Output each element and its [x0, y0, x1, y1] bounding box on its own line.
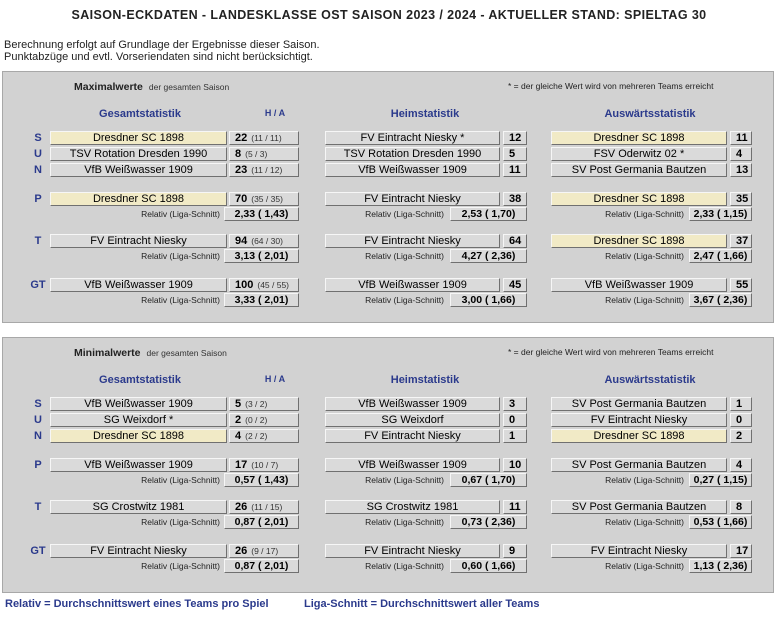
relativ-value: 3,00 ( 1,66) [450, 293, 527, 307]
min-row-letter: GT [30, 545, 46, 557]
home-away-split: (0 / 2) [245, 415, 268, 425]
max-row-letter: GT [30, 279, 46, 291]
stat-value-cell [730, 413, 752, 427]
team-name-cell: FSV Oderwitz 02 * [551, 147, 727, 161]
stat-value-cell [503, 500, 527, 514]
team-name-cell: Dresdner SC 1898 [551, 131, 727, 145]
team-name-cell: SV Post Germania Bautzen [551, 458, 727, 472]
stat-value-cell [503, 147, 527, 161]
relativ-value: 2,33 ( 1,43) [224, 207, 299, 221]
stat-value-cell [229, 278, 299, 292]
stat-value: 11 [509, 164, 521, 176]
stat-value-cell [503, 163, 527, 177]
stat-value: 26 [235, 501, 248, 513]
stat-value: 5 [509, 148, 516, 160]
stat-value: 1 [509, 430, 516, 442]
stat-value: 17 [736, 545, 749, 557]
stat-value-cell [730, 278, 752, 292]
team-name-cell: SG Weixdorf * [50, 413, 227, 427]
relativ-value: 4,27 ( 2,36) [450, 249, 527, 263]
section-subtitle: der gesamten Saison [146, 348, 227, 358]
min-header-ha: H / A [264, 374, 286, 384]
team-name-cell: FV Eintracht Niesky [325, 192, 500, 206]
stat-value-cell [503, 397, 527, 411]
section-subtitle: der gesamten Saison [148, 82, 230, 92]
home-away-split: (9 / 17) [251, 546, 279, 556]
stat-value: 35 [736, 193, 749, 205]
stat-value-cell [503, 192, 527, 206]
stat-value-cell [503, 458, 527, 472]
stat-value: 23 [235, 164, 248, 176]
stat-value-cell [730, 131, 752, 145]
team-name-cell: SG Crostwitz 1981 [325, 500, 500, 514]
stat-value: 45 [509, 279, 522, 291]
max-header-auswaerts: Auswärtsstatistik [604, 108, 696, 120]
stat-value: 26 [235, 545, 248, 557]
min-header-heim: Heimstatistik [390, 374, 460, 386]
stat-value: 100 [235, 279, 254, 291]
stat-value: 4 [235, 430, 242, 442]
team-name-cell: VfB Weißwasser 1909 [50, 458, 227, 472]
stat-value-cell [730, 147, 752, 161]
team-name-cell: Dresdner SC 1898 [50, 131, 227, 145]
team-name-cell: FV Eintracht Niesky [551, 544, 727, 558]
team-name-cell: SV Post Germania Bautzen [551, 163, 727, 177]
relativ-label: Relativ (Liga-Schnitt) [365, 251, 444, 261]
relativ-label: Relativ (Liga-Schnitt) [365, 475, 444, 485]
stat-value-cell [503, 234, 527, 248]
stat-value-cell [503, 429, 527, 443]
stat-value-cell [229, 192, 299, 206]
stat-value-cell [503, 131, 527, 145]
home-away-split: (11 / 12) [251, 165, 283, 175]
relativ-label: Relativ (Liga-Schnitt) [141, 251, 220, 261]
stat-value-cell [503, 544, 527, 558]
team-name-cell: SG Crostwitz 1981 [50, 500, 227, 514]
stat-value-cell [730, 544, 752, 558]
stat-value: 11 [736, 132, 748, 144]
relativ-label: Relativ (Liga-Schnitt) [605, 295, 684, 305]
relativ-value: 3,67 ( 2,36) [689, 293, 752, 307]
stat-value: 3 [509, 398, 516, 410]
team-name-cell: TSV Rotation Dresden 1990 [50, 147, 227, 161]
relativ-label: Relativ (Liga-Schnitt) [605, 517, 684, 527]
team-name-cell: SG Weixdorf [325, 413, 500, 427]
team-name-cell: FV Eintracht Niesky [551, 413, 727, 427]
relativ-value: 1,13 ( 2,36) [689, 559, 752, 573]
max-row-letter: P [34, 193, 42, 205]
min-row-letter: T [34, 501, 42, 513]
stat-value: 94 [235, 235, 248, 247]
max-header-heim: Heimstatistik [390, 108, 460, 120]
max-row-letter: U [34, 148, 42, 160]
team-name-cell: VfB Weißwasser 1909 [325, 458, 500, 472]
min-row-letter: N [34, 430, 42, 442]
stat-value: 55 [736, 279, 749, 291]
team-name-cell: FV Eintracht Niesky [325, 234, 500, 248]
relativ-value: 2,47 ( 1,66) [689, 249, 752, 263]
relativ-value: 0,57 ( 1,43) [224, 473, 299, 487]
stat-value: 12 [509, 132, 522, 144]
stat-value-cell [229, 234, 299, 248]
stat-value: 22 [235, 132, 248, 144]
stat-value-cell [229, 458, 299, 472]
stat-value: 0 [736, 414, 743, 426]
team-name-cell: SV Post Germania Bautzen [551, 397, 727, 411]
relativ-label: Relativ (Liga-Schnitt) [365, 295, 444, 305]
stat-value: 70 [235, 193, 248, 205]
team-name-cell: VfB Weißwasser 1909 [50, 278, 227, 292]
stat-value-cell [730, 500, 752, 514]
team-name-cell: TSV Rotation Dresden 1990 [325, 147, 500, 161]
stat-value: 2 [235, 414, 242, 426]
team-name-cell: FV Eintracht Niesky * [325, 131, 500, 145]
min-header-auswaerts: Auswärtsstatistik [604, 374, 696, 386]
stat-value: 9 [509, 545, 516, 557]
team-name-cell: Dresdner SC 1898 [50, 429, 227, 443]
relativ-value: 0,53 ( 1,66) [689, 515, 752, 529]
intro-line-2: Punktabzüge und evtl. Vorseriendaten sind nicht berücksichtigt. [4, 51, 313, 63]
stat-value: 11 [509, 501, 521, 513]
relativ-value: 0,73 ( 2,36) [450, 515, 527, 529]
relativ-value: 0,27 ( 1,15) [689, 473, 752, 487]
team-name-cell: Dresdner SC 1898 [551, 234, 727, 248]
stat-value-cell [730, 234, 752, 248]
team-name-cell: FV Eintracht Niesky [50, 544, 227, 558]
stat-value-cell [730, 192, 752, 206]
team-name-cell: VfB Weißwasser 1909 [325, 278, 500, 292]
home-away-split: (45 / 55) [257, 280, 290, 290]
relativ-label: Relativ (Liga-Schnitt) [141, 295, 220, 305]
min-row-letter: U [34, 414, 42, 426]
relativ-label: Relativ (Liga-Schnitt) [141, 209, 220, 219]
stat-value-cell [730, 163, 752, 177]
max-row-letter: S [34, 132, 42, 144]
home-away-split: (2 / 2) [245, 431, 268, 441]
relativ-label: Relativ (Liga-Schnitt) [605, 251, 684, 261]
relativ-label: Relativ (Liga-Schnitt) [605, 209, 684, 219]
relativ-value: 3,33 ( 2,01) [224, 293, 299, 307]
max-header-gesamt: Gesamtstatistik [99, 108, 181, 120]
section-title-text: Maximalwerte [74, 81, 143, 93]
stat-value-cell [503, 413, 527, 427]
section-title-text: Minimalwerte [74, 347, 141, 359]
team-name-cell: VfB Weißwasser 1909 [325, 397, 500, 411]
relativ-value: 3,13 ( 2,01) [224, 249, 299, 263]
team-name-cell: FV Eintracht Niesky [325, 429, 500, 443]
relativ-label: Relativ (Liga-Schnitt) [605, 475, 684, 485]
stat-value-cell [730, 397, 752, 411]
relativ-value: 2,53 ( 1,70) [450, 207, 527, 221]
team-name-cell: Dresdner SC 1898 [551, 192, 727, 206]
home-away-split: (64 / 30) [251, 236, 283, 246]
team-name-cell: VfB Weißwasser 1909 [325, 163, 500, 177]
stat-value: 8 [736, 501, 743, 513]
relativ-label: Relativ (Liga-Schnitt) [141, 561, 220, 571]
stat-value-cell [229, 500, 299, 514]
team-name-cell: Dresdner SC 1898 [50, 192, 227, 206]
home-away-split: (11 / 11) [251, 133, 282, 143]
home-away-split: (11 / 15) [251, 502, 283, 512]
relativ-value: 0,60 ( 1,66) [450, 559, 527, 573]
team-name-cell: FV Eintracht Niesky [50, 234, 227, 248]
stat-value-cell [503, 278, 527, 292]
min-row-letter: S [34, 398, 42, 410]
team-name-cell: FV Eintracht Niesky [325, 544, 500, 558]
stat-value-cell [229, 544, 299, 558]
max-duplicate-note: * = der gleiche Wert wird von mehreren Teams erreicht [508, 81, 714, 91]
stat-value: 4 [736, 459, 743, 471]
relativ-label: Relativ (Liga-Schnitt) [365, 209, 444, 219]
max-header-ha: H / A [264, 108, 286, 118]
relativ-label: Relativ (Liga-Schnitt) [141, 475, 220, 485]
stat-value: 5 [235, 398, 242, 410]
max-row-letter: T [34, 235, 42, 247]
min-header-gesamt: Gesamtstatistik [99, 374, 181, 386]
stat-value: 37 [736, 235, 749, 247]
relativ-label: Relativ (Liga-Schnitt) [141, 517, 220, 527]
stat-value: 1 [736, 398, 743, 410]
stat-value: 2 [736, 430, 743, 442]
team-name-cell: VfB Weißwasser 1909 [50, 397, 227, 411]
stat-value: 38 [509, 193, 522, 205]
home-away-split: (35 / 35) [251, 194, 283, 204]
team-name-cell: SV Post Germania Bautzen [551, 500, 727, 514]
relativ-label: Relativ (Liga-Schnitt) [605, 561, 684, 571]
stat-value-cell [229, 147, 299, 161]
page-title: SAISON-ECKDATEN - LANDESKLASSE OST SAISON 2023 / 2024 - AKTUELLER STAND: SPIELTAG 30 [71, 8, 707, 22]
home-away-split: (3 / 2) [245, 399, 268, 409]
stat-value-cell [229, 131, 299, 145]
stat-value: 10 [509, 459, 522, 471]
stat-value-cell [229, 413, 299, 427]
stat-value-cell [229, 163, 299, 177]
stat-value: 13 [736, 164, 749, 176]
relativ-value: 0,87 ( 2,01) [224, 515, 299, 529]
stat-value: 64 [509, 235, 522, 247]
stat-value: 8 [235, 148, 242, 160]
team-name-cell: VfB Weißwasser 1909 [50, 163, 227, 177]
min-section-title [74, 347, 227, 359]
home-away-split: (5 / 3) [245, 149, 268, 159]
max-section-title [74, 81, 229, 93]
stat-value: 17 [235, 459, 248, 471]
stat-value: 0 [509, 414, 516, 426]
stat-value: 4 [736, 148, 743, 160]
relativ-label: Relativ (Liga-Schnitt) [365, 561, 444, 571]
team-name-cell: Dresdner SC 1898 [551, 429, 727, 443]
min-row-letter: P [34, 459, 42, 471]
relativ-value: 0,67 ( 1,70) [450, 473, 527, 487]
footer-liga-schnitt-note: Liga-Schnitt = Durchschnittswert aller Teams [304, 598, 540, 610]
footer-relativ-note: Relativ = Durchschnittswert eines Teams pro Spiel [5, 598, 269, 610]
relativ-label: Relativ (Liga-Schnitt) [365, 517, 444, 527]
stat-value-cell [229, 397, 299, 411]
intro-line-1: Berechnung erfolgt auf Grundlage der Ergebnisse dieser Saison. [4, 39, 320, 51]
min-duplicate-note: * = der gleiche Wert wird von mehreren Teams erreicht [508, 347, 714, 357]
max-row-letter: N [34, 164, 42, 176]
home-away-split: (10 / 7) [251, 460, 279, 470]
stat-value-cell [229, 429, 299, 443]
relativ-value: 2,33 ( 1,15) [689, 207, 752, 221]
relativ-value: 0,87 ( 2,01) [224, 559, 299, 573]
stat-value-cell [730, 458, 752, 472]
team-name-cell: VfB Weißwasser 1909 [551, 278, 727, 292]
stat-value-cell [730, 429, 752, 443]
